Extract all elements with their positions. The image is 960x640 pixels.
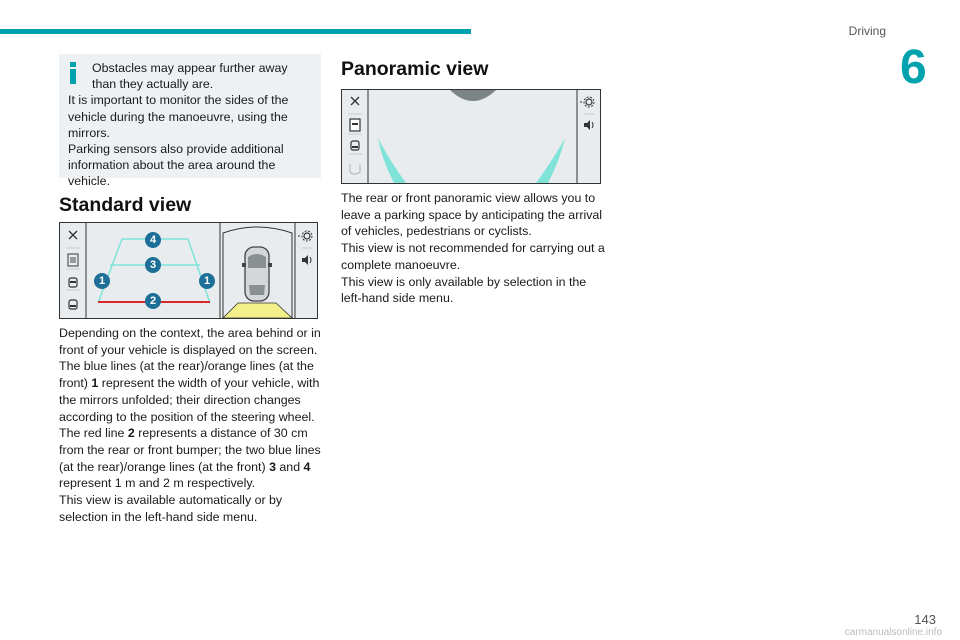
callout-4: 4 [145, 232, 161, 248]
standard-paragraph-1: Depending on the context, the area behind or in front of your vehicle is displayed on the screen. [59, 326, 321, 357]
header-accent-bar [0, 29, 471, 34]
reference-number: 4 [303, 459, 311, 474]
info-line-3: Parking sensors also provide additional information about the area around the vehicle. [68, 142, 284, 189]
reference-number: 3 [269, 459, 276, 474]
standard-view-title: Standard view [59, 194, 192, 216]
standard-paragraph-3: The red line 2 represents a distance of 30 cm from the rear or front bumper; the two blue lines (at the rear)/orange lines (at the front) 3 and 4 represent 1 m and 2 m respectively. [59, 426, 321, 491]
standard-paragraph-2: The blue lines (at the rear)/orange lines (at the front) 1 represent the width of your vehicle, with the mirrors unfolded; their direction changes according to the position of the steering wheel. [59, 359, 320, 424]
info-icon [67, 62, 79, 84]
callout-1-left: 1 [94, 273, 110, 289]
section-name: Driving [848, 24, 886, 38]
callout-2: 2 [145, 293, 161, 309]
callout-3: 3 [145, 257, 161, 273]
info-line-2: It is important to monitor the sides of the vehicle during the manoeuvre, using the mirrors. [68, 93, 289, 140]
car-front-icon[interactable] [350, 119, 360, 131]
info-line-1: Obstacles may appear further away than they actually are. [92, 61, 288, 92]
chapter-number: 6 [900, 41, 927, 94]
standard-paragraph-4: This view is available automatically or by selection in the left-hand side menu. [59, 493, 283, 524]
panoramic-view-text [341, 190, 607, 307]
reference-number: 1 [91, 376, 99, 391]
standard-view-figure [59, 222, 318, 319]
page-number: 143 [914, 612, 936, 627]
panoramic-view-title: Panoramic view [341, 58, 489, 80]
info-box [59, 54, 321, 189]
reference-number: 2 [127, 426, 135, 441]
panoramic-paragraph-1: The rear or front panoramic view allows you to leave a parking space by anticipating the arrival of vehicles, pedestrians or cyclists. [341, 191, 603, 239]
standard-view-text [59, 325, 321, 525]
watermark: carmanualsonline.info [844, 627, 942, 638]
panoramic-paragraph-3: This view is only available by selection in the left-hand side menu. [341, 274, 587, 306]
panoramic-paragraph-2: This view is not recommended for carrying out a complete manoeuvre. [341, 241, 605, 272]
callout-1-right: 1 [199, 273, 215, 289]
panoramic-view-figure [341, 89, 601, 184]
